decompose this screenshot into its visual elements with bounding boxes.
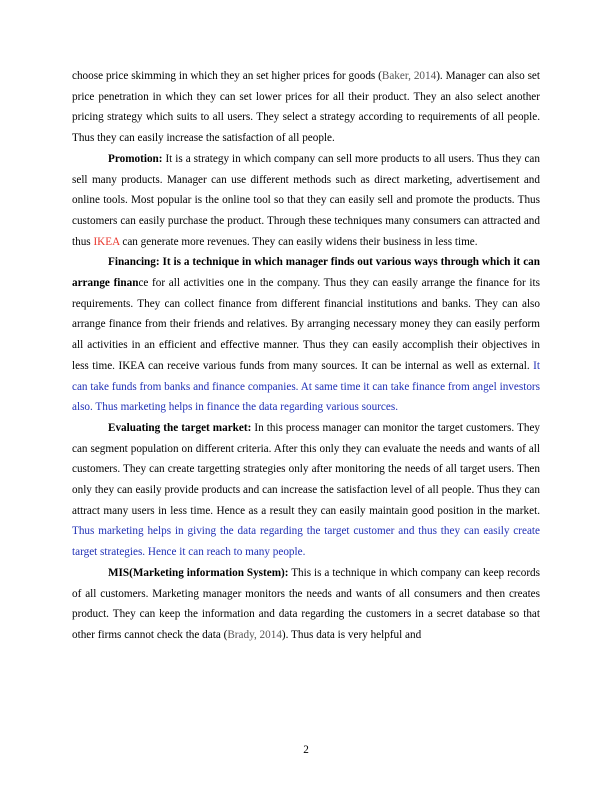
- section-heading: Promotion:: [108, 152, 163, 165]
- paragraph-text: In this process manager can monitor the target customers. They can segment population on different criteria. After this only they can evaluate the needs and wants of all customers. They can create targetting strategies only after monitoring the needs of all target users. Then only they can easily provide products and can increase the satisfaction level of all people. Thus they can attract many users in less time. Hence as a result they can easily maintain good position in the market.: [72, 421, 541, 517]
- page-number: 2: [303, 744, 309, 756]
- paragraph-text: ). Manager can also set price penetration in which they can set lower prices for all their product. They an also select another pricing strategy which suits to all users. They select a strategy according to requirements of all people. Thus they can easily increase the satisfaction of all people.: [72, 70, 540, 145]
- paragraph-promotion: [72, 149, 540, 253]
- highlighted-text: Thus marketing helps in giving the data regarding the target customer and thus they can easily create target strategies. Hence it can reach to many people.: [72, 525, 540, 559]
- paragraph-text: can generate more revenues. They can easily widens their business in less time.: [119, 235, 478, 248]
- section-heading: Evaluating the target market:: [108, 421, 252, 434]
- paragraph-pricing: [72, 66, 540, 149]
- document-body: [72, 66, 540, 646]
- paragraph-text: choose price skimming in which they an set higher prices for goods (: [72, 70, 382, 82]
- paragraph-text: ce for all activities one in the company. Thus they can easily arrange the finance for its requirements. They can collect finance from different financial institutions and banks. They can also arrange finance from their friends and relatives. By arranging necessary money they can easily perform all activities in an efficient and effective manner. Thus they can easily accomplish their objectives in less time. IKEA can receive various funds from many sources. It can be internal as well as external.: [72, 277, 540, 372]
- highlighted-text: It can take funds from banks and finance companies. At same time it can take finance from angel investors also. Thus marketing helps in finance the data regarding various sources.: [72, 359, 540, 414]
- paragraph-financing: [72, 252, 540, 418]
- paragraph-evaluating: [72, 418, 540, 563]
- section-heading: MIS(Marketing information System):: [108, 566, 289, 579]
- citation: Baker, 2014: [381, 70, 437, 82]
- paragraph-text: This is a technique in which company can keep records of all customers. Marketing manager monitors the needs and wants of all consumers and then creates product. They can keep the information and data regarding the customers in a secret database so that other firms cannot check the data (: [72, 566, 540, 641]
- section-heading: Financing: It is a technique in which manager finds out various ways through which it can arrange finan: [72, 256, 540, 290]
- brand-name: IKEA: [93, 235, 120, 248]
- citation: Brady, 2014: [227, 628, 282, 641]
- paragraph-text: It is a strategy in which company can sell more products to all users. Thus they can sell many products. Manager can use different methods such as direct marketing, advertisement and online tools. Most popular is the online tool so that they can easily sell and promote the products. Thus customers can easily purchase the product. Through these techniques many consumers can attracted and thus: [72, 152, 540, 248]
- paragraph-text: ). Thus data is very helpful and: [281, 628, 422, 641]
- paragraph-mis: [72, 563, 540, 646]
